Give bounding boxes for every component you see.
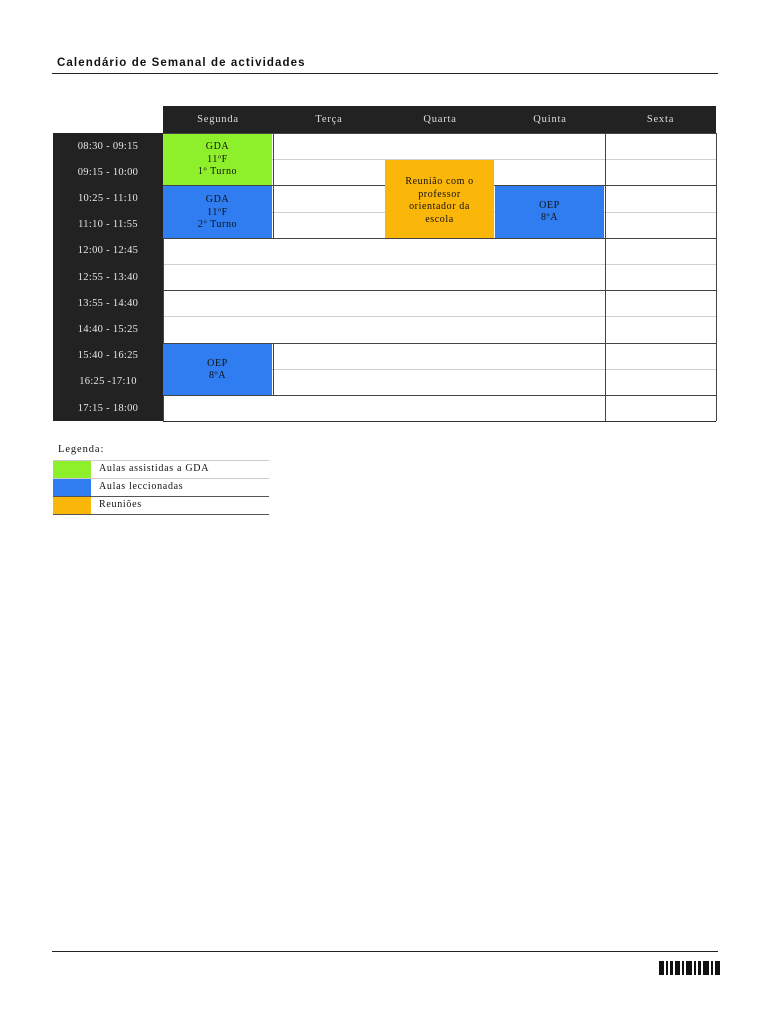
legend-item <box>53 460 269 478</box>
time-slot: 13:55 - 14:40 <box>53 290 163 316</box>
legend-item <box>53 496 269 514</box>
legend-divider <box>53 478 269 479</box>
event-text-line: OEP <box>207 357 228 369</box>
legend-swatch <box>53 496 91 514</box>
legend-label: Aulas assistidas a GDA <box>99 463 210 474</box>
day-header-quinta: Quinta <box>495 106 605 133</box>
footer-rule <box>52 951 718 952</box>
time-slot: 08:30 - 09:15 <box>53 133 163 159</box>
legend-label: Reuniões <box>99 499 142 510</box>
title-rule <box>52 73 718 74</box>
row-divider <box>163 316 716 317</box>
time-slot: 12:00 - 12:45 <box>53 238 163 264</box>
row-divider <box>163 421 716 422</box>
time-slot: 10:25 - 11:10 <box>53 185 163 211</box>
row-divider <box>163 395 716 396</box>
schedule-event[interactable] <box>163 134 272 185</box>
schedule-event[interactable] <box>385 160 494 238</box>
day-header-terça: Terça <box>273 106 385 133</box>
legend-divider <box>53 514 269 515</box>
time-slot: 16:25 -17:10 <box>53 369 163 395</box>
column-divider <box>273 133 274 238</box>
barcode-icon <box>659 961 721 975</box>
event-text-line: escola <box>425 213 454 225</box>
legend-divider <box>53 460 269 461</box>
event-text-line: orientador da <box>409 201 470 213</box>
row-divider <box>163 264 716 265</box>
event-text-line: 2º Turno <box>197 219 238 231</box>
event-text-line: OEP <box>539 199 560 211</box>
time-slot: 17:15 - 18:00 <box>53 395 163 421</box>
event-text-line: professor <box>418 188 461 200</box>
legend-label: Aulas leccionadas <box>99 481 184 492</box>
event-text-line: 11ºF <box>207 153 228 165</box>
time-slot: 09:15 - 10:00 <box>53 159 163 185</box>
legend-item <box>53 478 269 496</box>
time-slot: 15:40 - 16:25 <box>53 343 163 369</box>
time-slot: 11:10 - 11:55 <box>53 212 163 238</box>
event-text-line: 11ºF <box>207 206 228 218</box>
column-divider <box>605 133 606 421</box>
row-divider <box>163 238 716 239</box>
column-divider <box>273 343 274 395</box>
day-header-sexta: Sexta <box>605 106 716 133</box>
row-divider <box>163 290 716 291</box>
event-text-line: GDA <box>205 194 230 206</box>
event-text-line: GDA <box>205 141 230 152</box>
schedule-event[interactable] <box>163 186 272 237</box>
event-text-line: Reunião com o <box>405 176 474 188</box>
time-slot: 12:55 - 13:40 <box>53 264 163 290</box>
legend-swatch <box>53 478 91 496</box>
event-text-line: 1º Turno <box>197 166 238 177</box>
time-slot: 14:40 - 15:25 <box>53 316 163 342</box>
day-header-segunda: Segunda <box>163 106 273 133</box>
day-header-quarta: Quarta <box>385 106 495 133</box>
legend-title: Legenda: <box>58 444 105 455</box>
legend-swatch <box>53 460 91 478</box>
event-text-line: 8ºA <box>208 370 227 382</box>
event-text-line: 8ºA <box>540 212 559 224</box>
schedule-event[interactable] <box>163 344 272 395</box>
column-divider <box>716 133 717 421</box>
legend-divider <box>53 496 269 497</box>
schedule-event[interactable] <box>495 186 604 237</box>
page-title: Calendário de Semanal de actividades <box>57 57 306 69</box>
